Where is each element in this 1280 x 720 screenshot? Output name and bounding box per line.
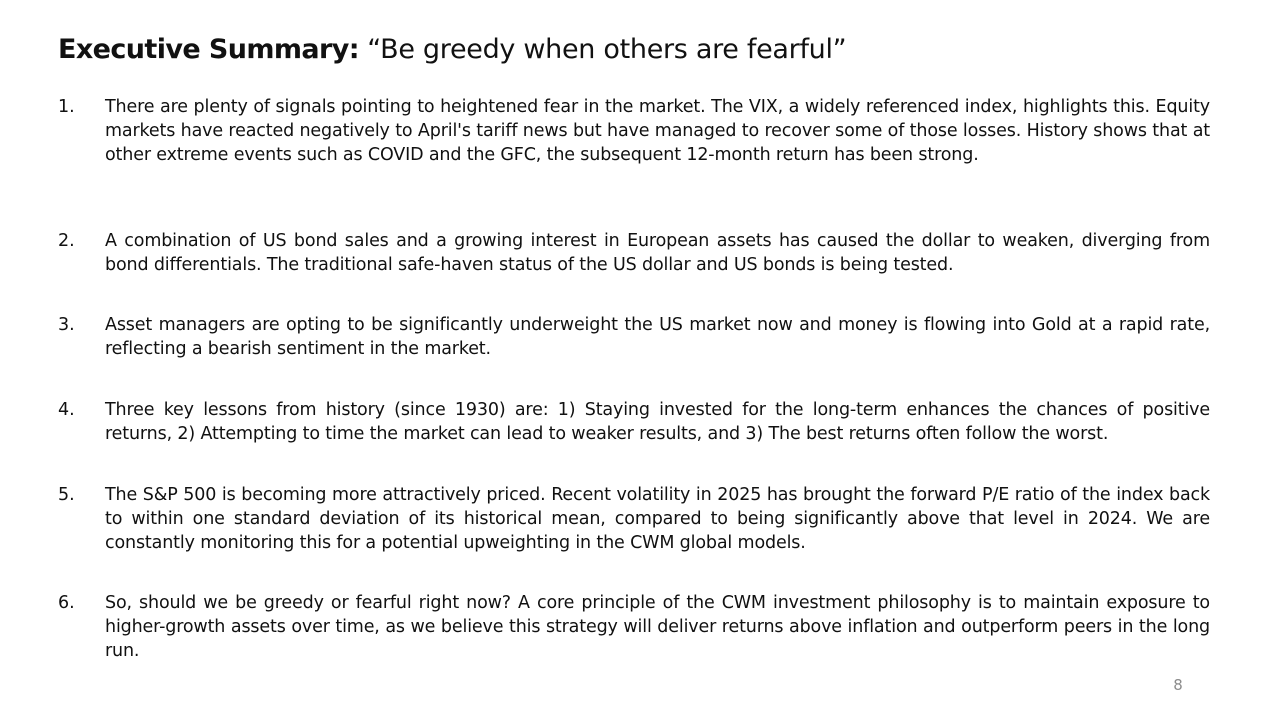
item-text: There are plenty of signals pointing to heightened fear in the market. The VIX, a widely referenced index, highlights this. Equity markets have reacted negatively to April's tariff news but have managed to recover some of those losses. History shows that at other extreme events such as COVID and the GFC, the subsequent 12-month return has been strong. bbox=[105, 97, 1210, 165]
summary-item-1 bbox=[58, 95, 1210, 167]
item-number: 5. bbox=[58, 485, 75, 505]
item-number: 3. bbox=[58, 315, 75, 335]
item-text: Three key lessons from history (since 1930) are: 1) Staying invested for the long-term enhances the chances of positive returns, 2) Attempting to time the market can lead to weaker results, and 3) The best returns often follow the worst. bbox=[105, 400, 1210, 444]
summary-item-2 bbox=[58, 229, 1210, 277]
item-number: 4. bbox=[58, 400, 75, 420]
item-text: A combination of US bond sales and a growing interest in European assets has caused the dollar to weaken, diverging from bond differentials. The traditional safe-haven status of the US dollar and US bonds is being tested. bbox=[105, 231, 1210, 275]
title-quote: “Be greedy when others are fearful” bbox=[358, 34, 847, 65]
item-number: 2. bbox=[58, 231, 75, 251]
item-text: Asset managers are opting to be significantly underweight the US market now and money is flowing into Gold at a rapid rate, reflecting a bearish sentiment in the market. bbox=[105, 315, 1210, 359]
summary-item-6 bbox=[58, 591, 1210, 663]
summary-item-3 bbox=[58, 313, 1210, 361]
summary-item-4 bbox=[58, 398, 1210, 446]
summary-item-5 bbox=[58, 483, 1210, 555]
item-text: So, should we be greedy or fearful right now? A core principle of the CWM investment philosophy is to maintain exposure to higher-growth assets over time, as we believe this strategy will deliver returns above inflation and outperform peers in the long run. bbox=[105, 593, 1210, 661]
item-text: The S&P 500 is becoming more attractively priced. Recent volatility in 2025 has brought the forward P/E ratio of the index back to within one standard deviation of its historical mean, compared to being significantly above that level in 2024. We are constantly monitoring this for a potential upweighting in the CWM global models. bbox=[105, 485, 1210, 553]
page-number: 8 bbox=[1173, 676, 1183, 694]
slide-title bbox=[58, 30, 846, 70]
item-number: 6. bbox=[58, 593, 75, 613]
item-number: 1. bbox=[58, 97, 75, 117]
title-heading: Executive Summary: bbox=[58, 34, 359, 65]
